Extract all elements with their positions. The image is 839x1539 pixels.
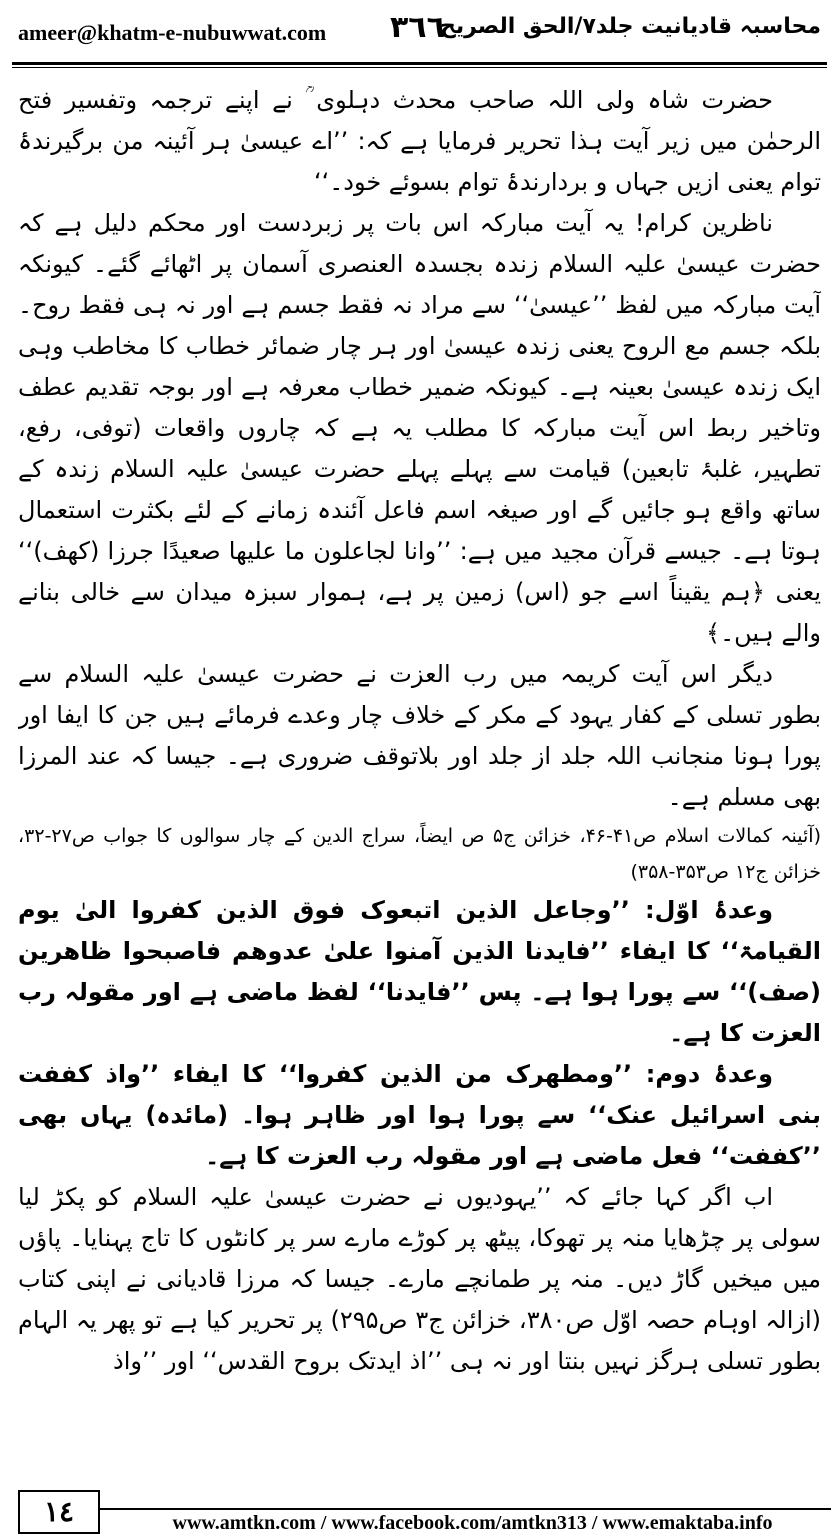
page-footer xyxy=(8,1490,831,1534)
footer-page-number: ١٤ xyxy=(18,1490,100,1534)
header-email: ameer@khatm-e-nubuwwat.com xyxy=(18,20,327,45)
paragraph-reference: (آئینہ کمالات اسلام ص۴۱-۴۶، خزائن ج۵ ص ایضاً، سراج الدین کے چار سوالوں کا جواب ص۲۷-۳۲، خزائن ج۱۲ ص۳۵۳-۳۵۸) xyxy=(18,825,821,883)
paragraph-wada-awwal: وعدۂ اوّل: ’’وجاعل الذین اتبعوک فوق الذین کفروا الیٰ یوم القیامۃ‘‘ کا ایفاء ’’فایدنا الذین آمنوا علیٰ عدوھم فاصبحوا ظاھرین (صف)‘‘ سے پورا ہوا ہے۔ پس ’’فایدنا‘‘ لفظ ماضی ہے اور مقولہ رب العزت کا ہے۔ xyxy=(18,896,821,1047)
header-title: محاسبہ قادیانیت جلد۷/الحق الصریح xyxy=(439,14,821,39)
header-rule xyxy=(12,62,827,68)
footer-urls: www.amtkn.com / www.facebook.com/amtkn313 / www.emaktaba.info xyxy=(172,1512,773,1534)
header-page-number: ٣٦٦ xyxy=(390,10,445,45)
page-body xyxy=(18,80,821,1480)
paragraph-shah-waliullah: حضرت شاہ ولی اللہ صاحب محدث دہلوی ؒ نے اپنے ترجمہ وتفسیر فتح الرحمٰن میں زیر آیت ہذا تحریر فرمایا ہے کہ: ’’اے عیسیٰ ہر آئینہ من برگیرندۂ توام یعنی ازیں جہاں و بردارندۂ توام بسوئے خود۔‘‘ xyxy=(18,86,821,196)
paragraph-ab-agar: اب اگر کہا جائے کہ ’’یہودیوں نے حضرت عیسیٰ علیہ السلام کو پکڑ لیا سولی پر چڑھایا منہ پر تھوکا، پیٹھ پر کوڑے مارے سر پر کانٹوں کا تاج پہنایا۔ پاؤں میں میخیں گاڑ دیں۔ منہ پر طمانچے مارے۔ جیسا کہ مرزا قادیانی نے اپنی کتاب (ازالہ اوہام حصہ اوّل ص۳۸۰، خزائن ج۳ ص۲۹۵) پر تحریر کیا ہے تو پھر یہ الہام بطور تسلی ہرگز نہیں بنتا اور نہ ہی ’’اذ ایدتک بروح القدس‘‘ اور ’’واذ xyxy=(18,1183,821,1375)
footer-rule xyxy=(98,1508,831,1510)
paragraph-nazireen: ناظرین کرام! یہ آیت مبارکہ اس بات پر زبردست اور محکم دلیل ہے کہ حضرت عیسیٰ علیہ السلام زندہ بجسدہ العنصری آسمان پر اٹھائے گئے۔ کیونکہ آیت مبارکہ میں لفظ ’’عیسیٰ‘‘ سے مراد نہ فقط جسم ہے اور نہ ہی فقط روح۔ بلکہ جسم مع الروح یعنی زندہ عیسیٰ اور ہر چار ضمائر خطاب کا مخاطب وہی ایک زندہ عیسیٰ بعینہ ہے۔ کیونکہ ضمیر خطاب معرفہ ہے اور بوجہ تقدیم عطف وتاخیر ربط اس آیت مبارکہ کا مطلب یہ ہے کہ چاروں واقعات (توفی، رفع، تطہیر، غلبۂ تابعین) قیامت سے پہلے پہلے حضرت عیسیٰ علیہ السلام زندہ کے ساتھ واقع ہو جائیں گے اور صیغہ اسم فاعل آئندہ زمانے کے لئے بکثرت استعمال ہوتا ہے۔ جیسے قرآن مجید میں ہے: ’’وانا لجاعلون ما علیھا صعیدًا جرزا (کھف)‘‘ یعنی ﴿ہم یقیناً اسے جو (اس) زمین پر ہے، ہموار سبزہ میدان سے خالی بنانے والے ہیں۔﴾ xyxy=(18,209,821,647)
paragraph-deegar: دیگر اس آیت کریمہ میں رب العزت نے حضرت عیسیٰ علیہ السلام سے بطور تسلی کے کفار یہود کے مکر کے خلاف چار وعدے فرمائے ہیں جن کا ایفا اور پورا ہونا منجانب اللہ جلد از جلد اور بلاتوقف ضروری ہے۔ جیسا کہ عند المرزا بھی مسلم ہے۔ xyxy=(18,660,821,811)
page-header xyxy=(12,6,827,64)
paragraph-wada-doum: وعدۂ دوم: ’’ومطھرک من الذین کفروا‘‘ کا ایفاء ’’واذ کففت بنی اسرائیل عنک‘‘ سے پورا ہوا اور ظاہر ہوا۔ (مائدہ) یہاں بھی ’’کففت‘‘ فعل ماضی ہے اور مقولہ رب العزت کا ہے۔ xyxy=(18,1060,821,1170)
